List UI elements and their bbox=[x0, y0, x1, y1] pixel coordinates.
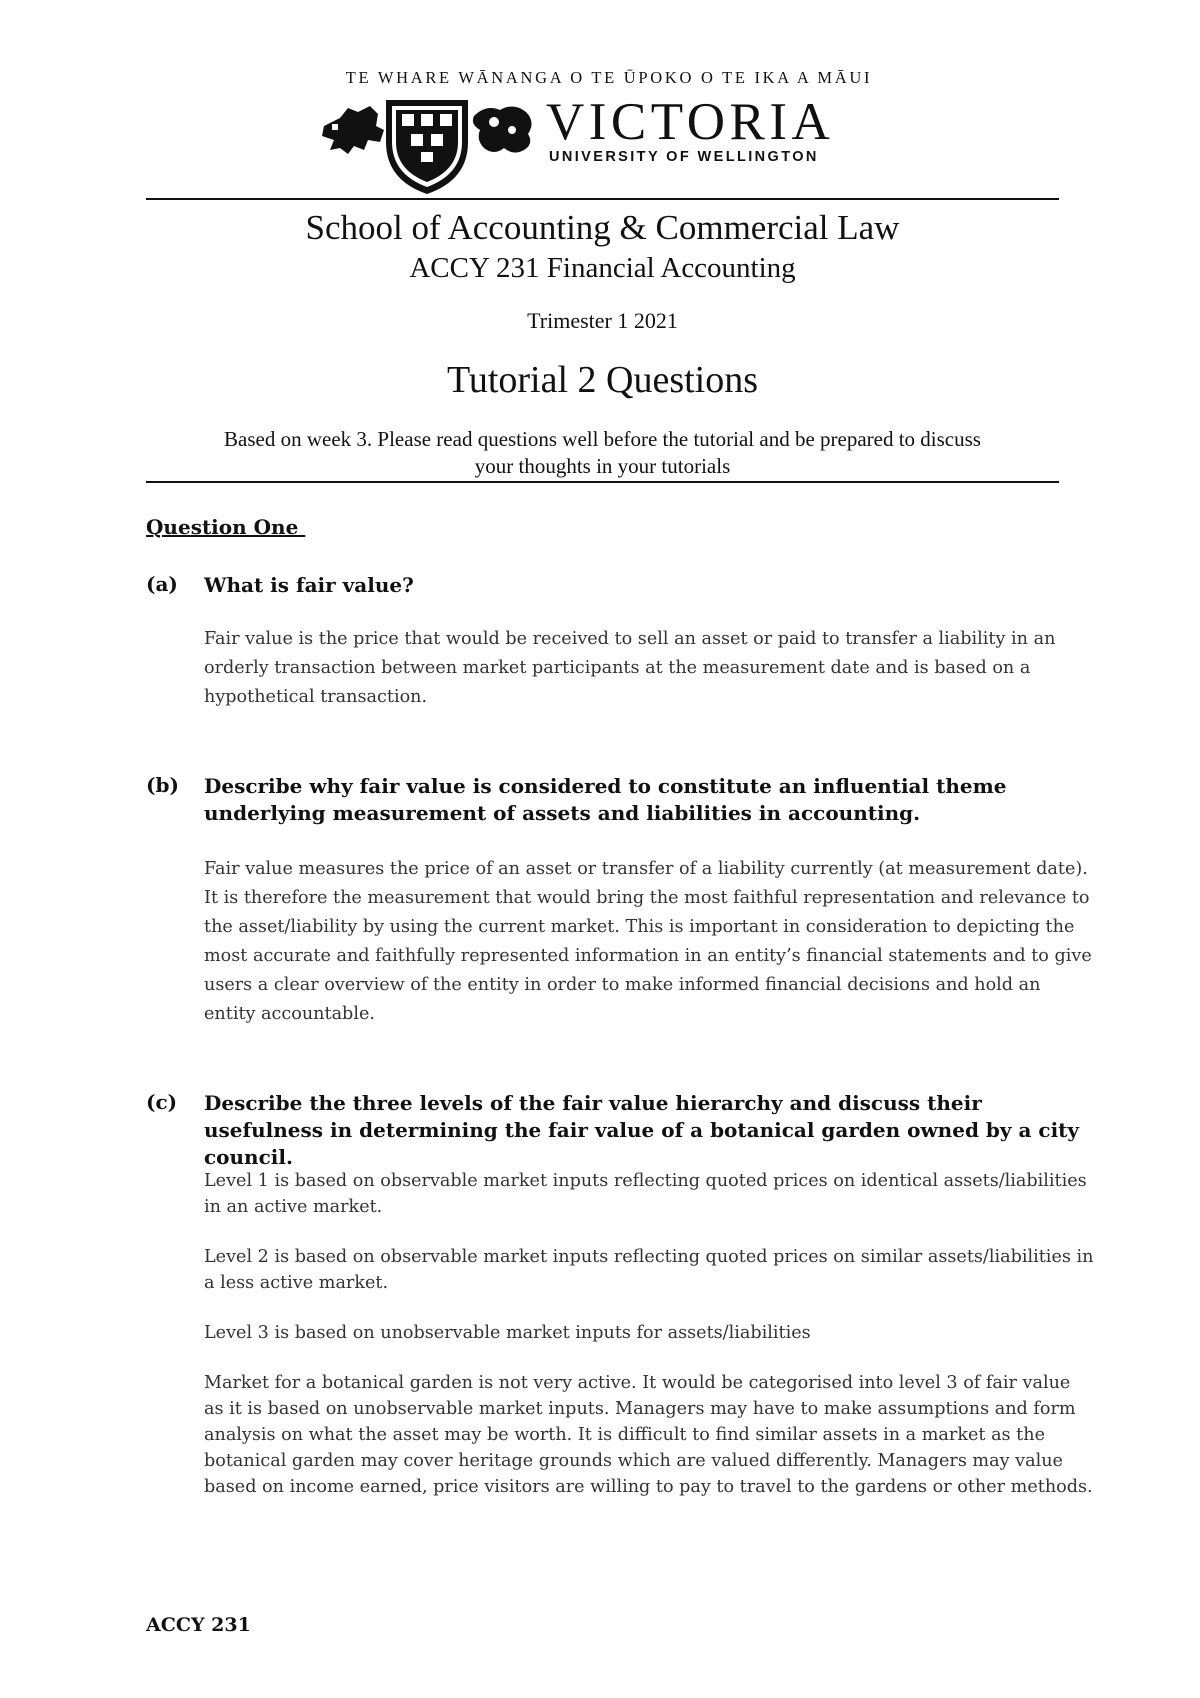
part-b-answer bbox=[204, 855, 1094, 1029]
level-3-text: Level 3 is based on unobservable market inputs for assets/liabilities bbox=[204, 1323, 811, 1343]
intro-line-2: your thoughts in your tutorials bbox=[474, 454, 731, 478]
trimester-label: Trimester 1 2021 bbox=[527, 308, 678, 333]
part-b-answer-text: Fair value measures the price of an asset or transfer of a liability currently (at measurement date). It is therefore the measurement that would bring the most faithful representation and relevance to the asset/liability by using the current market. This is important in consideration to depicting the most accurate and faithfully represented information in an entity’s financial statements and to give users a clear overview of the entity in order to make informed financial decisions and hold an entity accountable. bbox=[204, 859, 1092, 1024]
level-2-text: Level 2 is based on observable market inputs reflecting quoted prices on similar assets/liabilities in a less active market. bbox=[204, 1247, 1094, 1293]
part-c-label: (c) bbox=[146, 1090, 178, 1114]
part-c-question: Describe the three levels of the fair value hierarchy and discuss their usefulness in determining the fair value of a botanical garden owned by a city council. bbox=[204, 1091, 1080, 1169]
title-divider bbox=[146, 481, 1059, 483]
intro-text bbox=[146, 426, 1059, 480]
botanical-garden-discussion: Market for a botanical garden is not very active. It would be categorised into level 3 of fair value as it is based on unobservable market inputs. Managers may have to make assumptions and form analysis on what the asset may be worth. It is difficult to find similar assets in a market as the botanical garden may cover heritage grounds which are valued differently. Managers may value based on income earned, price visitors are willing to pay to travel to the gardens or other methods. bbox=[204, 1373, 1093, 1497]
footer-course-code: ACCY 231 bbox=[146, 1614, 251, 1636]
intro-line-1: Based on week 3. Please read questions well before the tutorial and be prepared to discuss bbox=[224, 427, 981, 451]
level-1-text: Level 1 is based on observable market inputs reflecting quoted prices on identical assets/liabilities in an active market. bbox=[204, 1171, 1087, 1217]
part-c-answer bbox=[204, 1168, 1094, 1500]
university-subtitle: UNIVERSITY OF WELLINGTON bbox=[549, 149, 819, 165]
question-one-heading: Question One bbox=[146, 515, 306, 539]
tutorial-title: Tutorial 2 Questions bbox=[446, 359, 759, 401]
header-divider bbox=[146, 198, 1059, 200]
course-title: ACCY 231 Financial Accounting bbox=[409, 252, 796, 284]
part-a-answer bbox=[204, 625, 1094, 712]
school-name: School of Accounting & Commercial Law bbox=[305, 208, 900, 247]
part-a-label: (a) bbox=[146, 572, 178, 596]
university-wordmark: VICTORIA bbox=[546, 93, 835, 151]
part-a-question: What is fair value? bbox=[204, 573, 414, 597]
part-a-answer-text: Fair value is the price that would be received to sell an asset or paid to transfer a liability in an orderly transaction between market participants at the measurement date and is based on a hypothetical transaction. bbox=[204, 629, 1056, 707]
part-b-question: Describe why fair value is considered to constitute an influential theme underlying measurement of assets and liabilities in accounting. bbox=[204, 774, 1007, 825]
maori-university-name: TE WHARE WĀNANGA O TE ŪPOKO O TE IKA A MĀUI bbox=[345, 68, 873, 87]
part-b-label: (b) bbox=[146, 773, 179, 797]
university-crest-icon bbox=[318, 96, 540, 200]
